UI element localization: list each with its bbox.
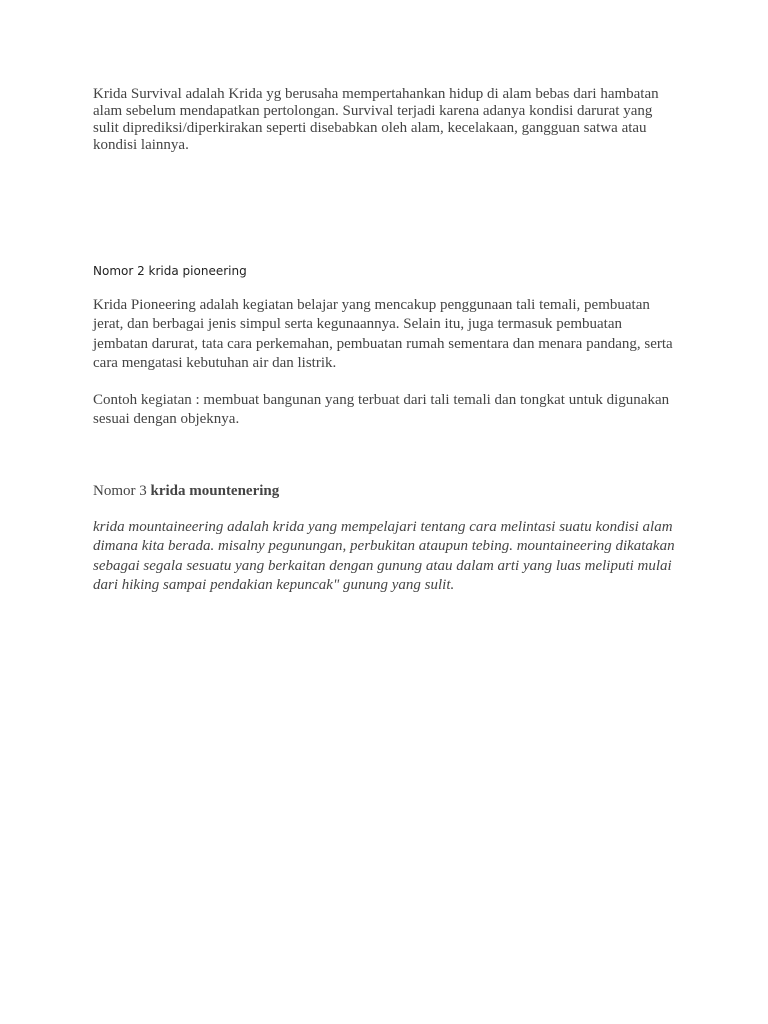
section3-heading-prefix: Nomor 3 bbox=[93, 483, 151, 499]
document-page bbox=[93, 86, 675, 594]
section3-heading-bold: krida mountenering bbox=[150, 483, 280, 499]
mountaineering-paragraph: krida mountaineering adalah krida yang mempelajari tentang cara melintasi suatu kondisi alam dimana kita berada. misalny pegunungan, perbukitan ataupun tebing. mountaineering dikatakan sebagai segala sesuatu yang berkaitan dengan gunung atau dalam arti yang luas meliputi mulai dari hiking sampai pendakian kepuncak" gunung yang sulit. bbox=[93, 519, 675, 594]
section3-heading bbox=[93, 482, 279, 501]
survival-paragraph: Krida Survival adalah Krida yg berusaha mempertahankan hidup di alam bebas dari hambatan alam sebelum mendapatkan pertolongan. Survival terjadi karena adanya kondisi darurat yang sulit diprediksi/diperkirakan seperti disebabkan oleh alam, kecelakaan, gangguan satwa atau kondisi lainnya. bbox=[93, 86, 659, 153]
pioneering-paragraph: Krida Pioneering adalah kegiatan belajar yang mencakup penggunaan tali temali, pembuatan jerat, dan berbagai jenis simpul serta kegunaannya. Selain itu, juga termasuk pembuatan jembatan darurat, tata cara perkemahan, pembuatan rumah sementara dan menara pandang, serta cara mengatasi kebutuhan air dan listrik. bbox=[93, 297, 673, 372]
section2-heading: Nomor 2 krida pioneering bbox=[93, 264, 247, 278]
pioneering-example: Contoh kegiatan : membuat bangunan yang terbuat dari tali temali dan tongkat untuk digunakan sesuai dengan objeknya. bbox=[93, 392, 670, 428]
